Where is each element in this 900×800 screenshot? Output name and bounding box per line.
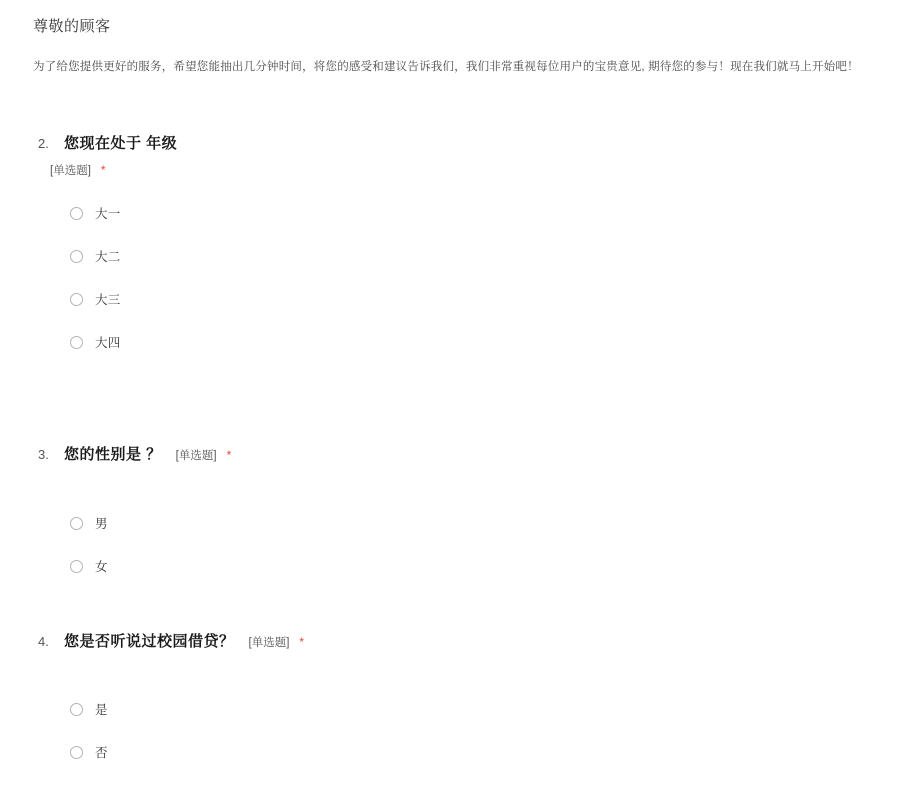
question-block-4 [0, 630, 900, 784]
option-label: 否 [95, 746, 108, 760]
question-block-3 [0, 443, 900, 598]
option-label: 是 [95, 703, 108, 717]
option-label: 大二 [95, 250, 121, 264]
radio-icon[interactable] [70, 250, 83, 263]
option-row[interactable] [70, 245, 900, 267]
required-marker-4: * [299, 635, 305, 649]
radio-icon[interactable] [70, 560, 83, 573]
question-number-4: 4. [38, 634, 49, 649]
radio-icon[interactable] [70, 207, 83, 220]
option-label: 大四 [95, 336, 121, 350]
option-label: 男 [95, 517, 108, 531]
question-type-3: [单选题] [175, 450, 217, 462]
question-title-3: 您的性别是 ？ [64, 446, 162, 463]
radio-icon[interactable] [70, 293, 83, 306]
question-type-2: [单选题] [50, 165, 91, 177]
question-title-2: 您现在处于 年级 [64, 135, 178, 152]
option-row[interactable] [70, 288, 900, 310]
option-row[interactable] [70, 512, 900, 534]
radio-icon[interactable] [70, 517, 83, 530]
question-block-2 [0, 132, 900, 374]
option-row[interactable] [70, 202, 900, 224]
radio-icon[interactable] [70, 336, 83, 349]
question-number-3: 3. [38, 447, 49, 462]
required-marker-2: * [100, 163, 106, 177]
question-type-4: [单选题] [248, 637, 290, 649]
required-marker-3: * [226, 448, 232, 462]
question-header-2 [0, 132, 900, 153]
option-label: 大三 [95, 293, 121, 307]
options-list-4 [0, 698, 900, 763]
option-row[interactable] [70, 331, 900, 353]
option-label: 女 [95, 560, 108, 574]
option-row[interactable] [70, 741, 900, 763]
radio-icon[interactable] [70, 746, 83, 759]
options-list-3 [0, 512, 900, 577]
page-title: 尊敬的顾客 [33, 18, 111, 35]
option-row[interactable] [70, 698, 900, 720]
question-meta-2 [0, 162, 900, 178]
radio-icon[interactable] [70, 703, 83, 716]
option-row[interactable] [70, 555, 900, 577]
survey-intro-text: 为了给您提供更好的服务，希望您能抽出几分钟时间，将您的感受和建议告诉我们，我们非常重视每位用户的宝贵意见, 期待您的参与！现在我们就马上开始吧！ [33, 61, 859, 73]
question-header-4 [0, 630, 900, 651]
options-list-2 [0, 202, 900, 353]
option-label: 大一 [95, 207, 121, 221]
question-title-4: 您是否听说过校园借贷？ [64, 633, 235, 650]
question-header-3 [0, 443, 900, 464]
question-number-2: 2. [38, 136, 49, 151]
